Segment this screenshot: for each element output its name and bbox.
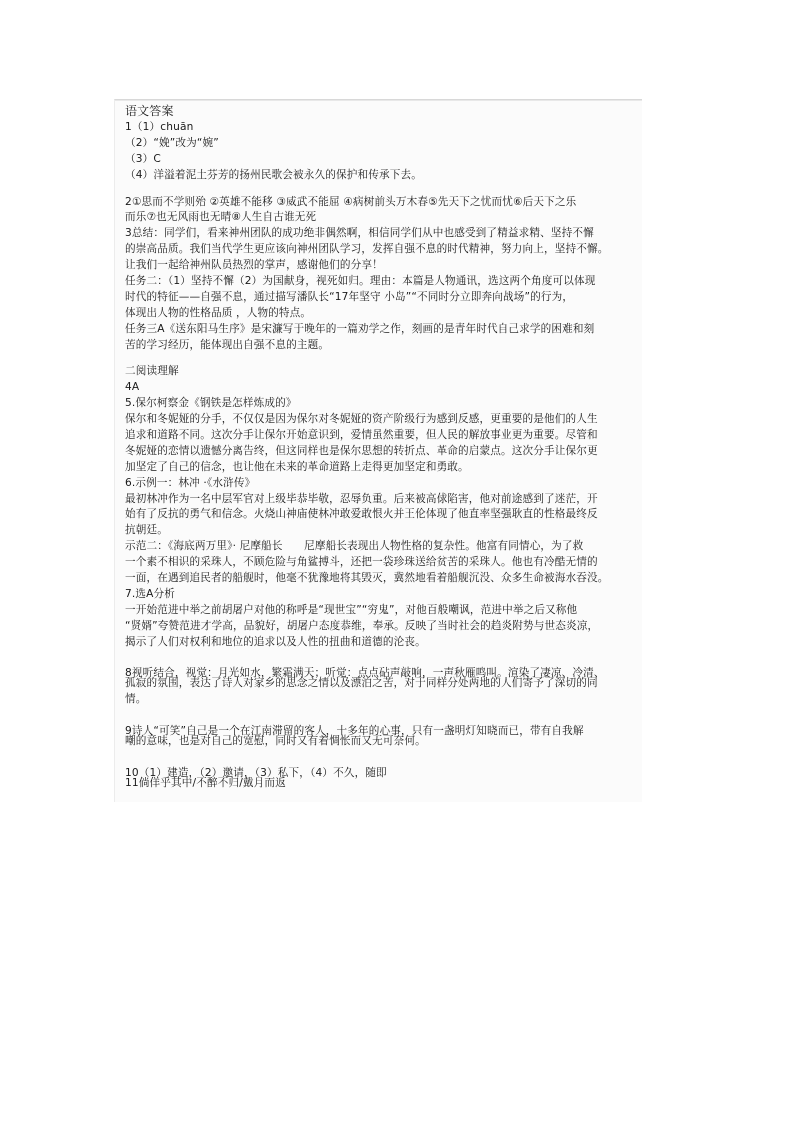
- text-line: 苦的学习经历，能体现出自强不息的主题。: [125, 338, 330, 351]
- text-line: 6.示例一：林冲 ·《水浒传》: [125, 476, 256, 489]
- text-line: 5.保尔柯察金《钢铁是怎样炼成的》: [125, 397, 297, 410]
- blank-line: [125, 353, 637, 364]
- text-line: 示范二：《海底两万里》· 尼摩船长 尼摩船长表现出人物性格的复杂性。他富有同情心，为了救: [125, 540, 584, 553]
- text-line: 时代的特征——自强不息，通过描写潘队长“17年坚守 小岛”“不同时分立即奔向战场”的行为，: [125, 290, 574, 303]
- text-line: （3）C: [125, 152, 161, 165]
- text-line: 追求和道路不同。这次分手让保尔开始意识到，爱情虽然重要，但人民的解放事业更为重要。尽管和: [125, 429, 598, 442]
- text-line: [125, 750, 637, 766]
- text-line: [125, 708, 637, 724]
- text-line: 保尔和冬妮娅的分手，不仅仅是因为保尔对冬妮娅的资产阶级行为感到反感，更重要的是他们的人生: [125, 413, 598, 426]
- blank-line: 10（1）建造，（2）邀请，（3）私下，（4）不久，随即: [125, 766, 387, 779]
- answer-text: [125, 103, 637, 808]
- text-line: 任务二：（1）坚持不懈（2）为国献身，视死如归。理由：本篇是人物通讯，选这两个角度可以体现: [125, 275, 596, 288]
- text-line: 2①思而不学则殆 ②英雄不能移 ③威武不能屈 ④病树前头万木春⑤先天下之忧而忧⑥后天下之乐: [125, 195, 577, 208]
- text-line: 最初林冲作为一名中层军官对上级毕恭毕敬，忍辱负重。后来被高俅陷害，他对前途感到了迷茫，开: [125, 492, 598, 505]
- text-line: 抗朝廷。: [125, 524, 168, 537]
- text-line: 一面，在遇到追民者的船舰时，他毫不犹豫地将其毁灭，冀然地看着船舰沉没、众多生命被海水吞没。: [125, 572, 609, 585]
- blank-line: 9诗人“可笑”自己是一个在江南滞留的客人，十多年的心事，只有一盏明灯知晓而已，带有自我解: [125, 725, 584, 738]
- text-line: “贤婿”夸赞范进才学高，品貌好，胡屠户态度恭维，奉承。反映了当时社会的趋炎附势与世态炎凉，: [125, 619, 599, 632]
- text-line: 揭示了人们对权利和地位的追求以及人性的扭曲和道德的沦丧。: [125, 635, 426, 648]
- text-line: 情。: [125, 693, 147, 706]
- text-line: 一个素不相识的采珠人，不顾危险与角鲨搏斗，还把一袋珍珠送给贫苦的采珠人。他也有冷酷无情的: [125, 556, 598, 569]
- text-line: 孤寂的氛围，表达了诗人对家乡的思念之情以及漂泊之苦，对于同样分处两地的人们寄予了深切的同: [125, 677, 598, 690]
- blank-line: [125, 184, 637, 195]
- text-line: 的崇高品质。我们当代学生更应该向神州团队学习，发挥自强不息的时代精神，努力向上，坚持不懈。: [125, 243, 609, 256]
- text-line: （4）洋溢着泥土芬芳的扬州民歌会被永久的保护和传承下去。: [125, 168, 422, 181]
- text-line: 嘲的意味，也是对自己的宽慰，同时又有着惆怅而又无可奈何。: [125, 735, 426, 748]
- blank-line: 8视听结合，视觉：月光如水，繁霜满天；听觉：点点砧声敲响，一声秋雁鸣叫。渲染了凄凉、冷清、: [125, 667, 605, 680]
- text-line: 加坚定了自己的信念，也让他在未来的革命道路上走得更加坚定和勇敢。: [125, 460, 469, 473]
- text-line: 11倘佯乎其中/不醉不归/戴月而返: [125, 776, 286, 789]
- text-line: 而乐⑦也无风雨也无晴⑧人生自古谁无死: [125, 211, 317, 224]
- section-heading: 二阅读理解: [125, 365, 179, 378]
- text-line: 任务三A《送东阳马生序》是宋濂写于晚年的一篇劝学之作，刻画的是青年时代自己求学的困难和刻: [125, 322, 595, 335]
- text-line: [125, 651, 637, 667]
- text-line: 始有了反抗的勇气和信念。火烧山神庙使林冲敢爱敢恨火并王伦体现了他直率坚强耿直的性格最终反: [125, 508, 598, 521]
- document-title: 语文答案: [125, 104, 174, 118]
- text-line: 体现出人物的性格品质 ，人物的特点。: [125, 306, 312, 319]
- text-line: 7.选A分析: [125, 587, 176, 600]
- text-line: 3总结：同学们，看来神州团队的成功绝非偶然啊，相信同学们从中也感受到了精益求精、坚持不懈: [125, 227, 594, 240]
- text-line: [125, 792, 637, 808]
- text-line: （2）“娩”改为“婉”: [125, 136, 219, 149]
- text-line: 1（1）chuān: [125, 121, 194, 133]
- text-line: 4A: [125, 381, 140, 394]
- text-line: 一开始范进中举之前胡屠户对他的称呼是“现世宝”“穷鬼”，对他百般嘲讽，范进中举之后又称他: [125, 603, 578, 616]
- answer-sheet-scan: [114, 99, 642, 802]
- text-line: 让我们一起给神州队员热烈的掌声，感谢他们的分享！: [125, 259, 383, 272]
- text-line: 冬妮娅的恋情以遗憾分离告终，但这同样也是保尔思想的转折点、革命的启蒙点。这次分手让保尔更: [125, 444, 598, 457]
